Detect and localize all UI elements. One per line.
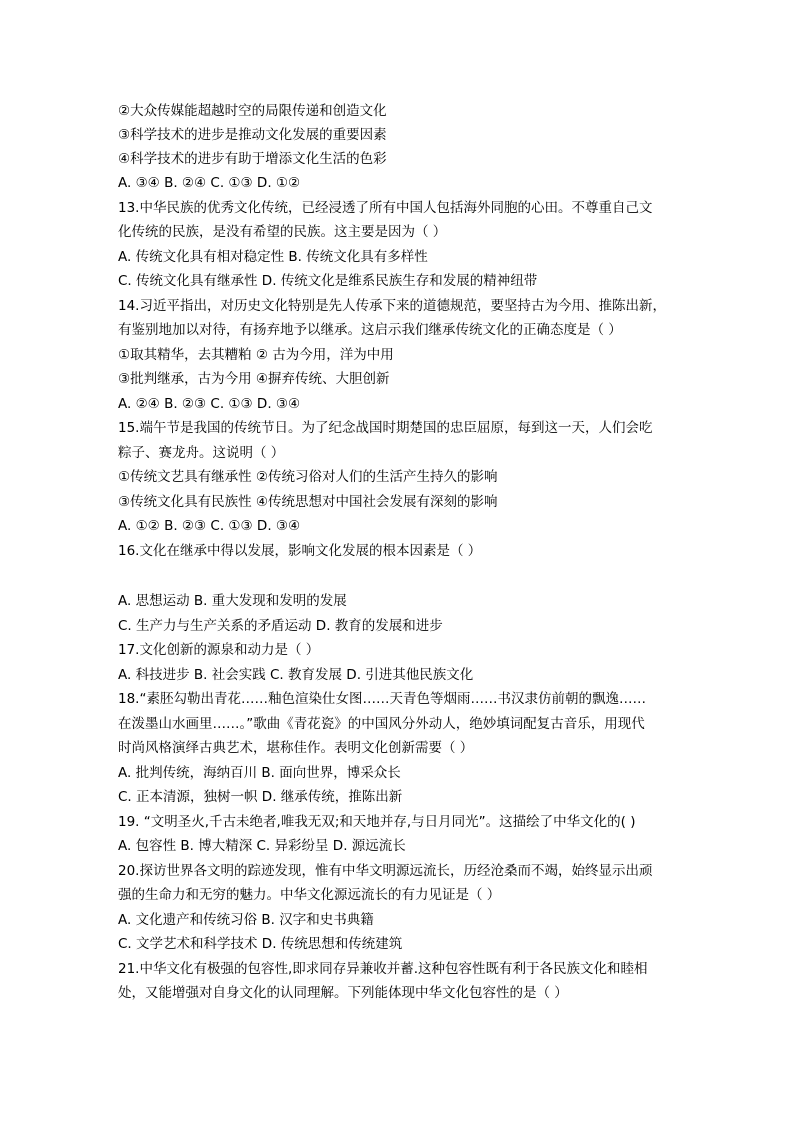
answer-choices-14: A. ②④ B. ②③ C. ①③ D. ③④ — [118, 396, 301, 412]
answer-choices-16-ab: A. 思想运动 B. 重大发现和发明的发展 — [118, 593, 347, 609]
question-15-options-1: ①传统文艺具有继承性 ②传统习俗对人们的生活产生持久的影响 — [118, 469, 498, 485]
answer-choices-20-ab: A. 文化遗产和传统习俗 B. 汉字和史书典籍 — [118, 912, 374, 928]
answer-choices-12: A. ③④ B. ②④ C. ①③ D. ①② — [118, 175, 301, 191]
question-18-line-3: 时尚风格演绎古典艺术，堪称佳作。表明文化创新需要（ ） — [118, 740, 474, 756]
question-14-line-2: 有鉴别地加以对待，有扬弃地予以继承。这启示我们继承传统文化的正确态度是（ ） — [118, 322, 622, 338]
question-13-line-1: 13.中华民族的优秀文化传统，已经浸透了所有中国人包括海外同胞的心田。不尊重自己文 — [118, 200, 653, 216]
answer-choices-13-cd: C. 传统文化具有继承性 D. 传统文化是维系民族生存和发展的精神纽带 — [118, 273, 538, 289]
question-18-line-1: 18.“素胚勾勒出青花……釉色渲染仕女图……天青色等烟雨……书汉隶仿前朝的飘逸…… — [118, 691, 646, 707]
question-15-line-1: 15.端午节是我国的传统节日。为了纪念战国时期楚国的忠臣屈原，每到这一天，人们会吃 — [118, 420, 653, 436]
question-15-options-2: ③传统文化具有民族性 ④传统思想对中国社会发展有深刻的影响 — [118, 494, 498, 510]
answer-choices-16-cd: C. 生产力与生产关系的矛盾运动 D. 教育的发展和进步 — [118, 618, 443, 634]
question-14-options-2: ③批判继承，古为今用 ④摒弃传统、大胆创新 — [118, 371, 390, 387]
answer-choices-18-ab: A. 批判传统，海纳百川 B. 面向世界，博采众长 — [118, 765, 401, 781]
question-15-line-2: 粽子、赛龙舟。这说明（ ） — [118, 445, 285, 461]
question-16: 16.文化在继承中得以发展，影响文化发展的根本因素是（ ） — [118, 543, 482, 559]
answer-choices-13-ab: A. 传统文化具有相对稳定性 B. 传统文化具有多样性 — [118, 249, 428, 265]
option-line-4: ④科学技术的进步有助于增添文化生活的色彩 — [118, 151, 387, 167]
question-18-line-2: 在泼墨山水画里……。”歌曲《青花瓷》的中国风分外动人，绝妙填词配复古音乐，用现代 — [118, 716, 645, 732]
question-21-line-1: 21.中华文化有极强的包容性,即求同存异兼收并蓄.这种包容性既有利于各民族文化和睦相 — [118, 961, 648, 977]
question-20-line-1: 20.探访世界各文明的踪迹发现，惟有中华文明源远流长，历经沧桑而不竭，始终显示出顽 — [118, 863, 653, 879]
option-line-3: ③科学技术的进步是推动文化发展的重要因素 — [118, 127, 387, 143]
question-14-options-1: ①取其精华，去其糟粕 ② 古为今用，洋为中用 — [118, 347, 394, 363]
question-20-line-2: 强的生命力和无穷的魅力。中华文化源远流长的有力见证是（ ） — [118, 887, 501, 903]
question-19: 19. “文明圣火,千古未绝者,唯我无双;和天地并存,与日月同光”。这描绘了中华文化的( ) — [118, 814, 636, 830]
answer-choices-19: A. 包容性 B. 博大精深 C. 异彩纷呈 D. 源远流长 — [118, 838, 406, 854]
question-21-line-2: 处，又能增强对自身文化的认同理解。下列能体现中华文化包容性的是（ ） — [118, 985, 568, 1001]
question-13-line-2: 化传统的民族，是没有希望的民族。这主要是因为（ ） — [118, 224, 447, 240]
option-line-2: ②大众传媒能超越时空的局限传递和创造文化 — [118, 103, 387, 119]
answer-choices-18-cd: C. 正本清源，独树一帜 D. 继承传统，推陈出新 — [118, 789, 403, 805]
question-17: 17.文化创新的源泉和动力是（ ） — [118, 642, 320, 658]
question-14-line-1: 14.习近平指出，对历史文化特别是先人传承下来的道德规范，要坚持古为今用、推陈出新， — [118, 298, 666, 314]
answer-choices-17: A. 科技进步 B. 社会实践 C. 教育发展 D. 引进其他民族文化 — [118, 667, 474, 683]
answer-choices-20-cd: C. 文学艺术和科学技术 D. 传统思想和传统建筑 — [118, 936, 403, 952]
answer-choices-15: A. ①② B. ②③ C. ①③ D. ③④ — [118, 518, 301, 534]
